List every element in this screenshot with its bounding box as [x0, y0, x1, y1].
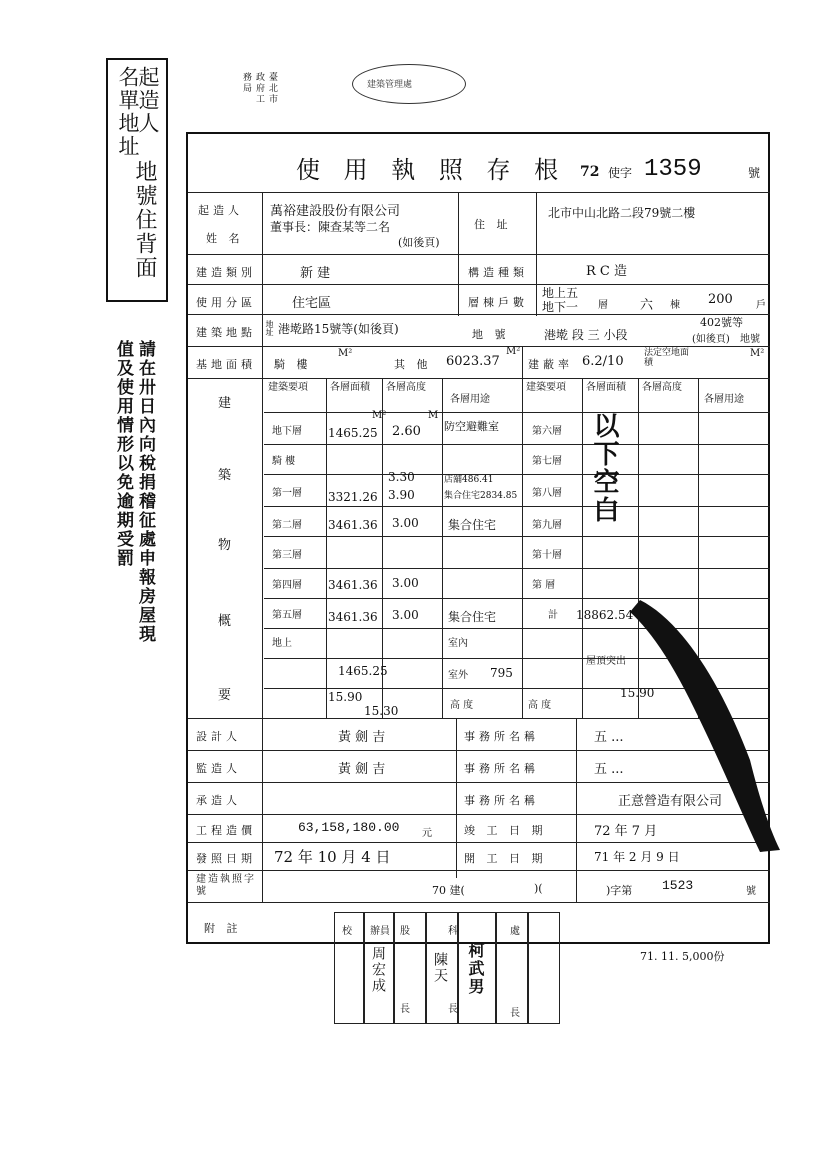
floors-below: 地下一: [542, 300, 579, 314]
issue-value: 72 年 10 月 4 日: [274, 848, 391, 866]
f10-label: 第十層: [532, 550, 562, 561]
sig-label-5: 科: [448, 926, 458, 937]
height-value3: 15.90: [620, 686, 655, 700]
arcade-unit: M²: [338, 348, 353, 359]
f6-label: 第六層: [532, 426, 562, 437]
sig-label-6: 長: [448, 1004, 458, 1015]
f7-label: 第七層: [532, 456, 562, 467]
side-note-col2: 名單地址: [116, 66, 140, 158]
open-area-label: 法定空地面積: [644, 348, 690, 368]
floors-unit2: 棟: [670, 300, 680, 311]
cost-label: 工程造價: [196, 824, 256, 837]
f5-height: 3.00: [392, 608, 419, 622]
lot-label: 地 號: [472, 328, 510, 341]
f1-use-a: 店舖486.41: [444, 475, 494, 485]
b1-area-unit: M²: [372, 410, 387, 421]
col-item-left: 建築要項: [268, 382, 308, 393]
serial-year: 72: [580, 164, 600, 180]
b1-height-unit: M: [428, 410, 439, 421]
start-label: 開 工 日 期: [464, 852, 547, 865]
f8-label: 第八層: [532, 488, 562, 499]
other-unit: M²: [506, 346, 521, 357]
stamp-oval: [352, 64, 466, 104]
f2-label: 第二層: [272, 520, 302, 531]
tax-note: 請在卅日內向稅捐稽征處申報房屋現值及使用情形以免逾期受罰: [113, 340, 155, 644]
f3-label: 第三層: [272, 550, 302, 561]
age-value: 6.2/10: [582, 354, 624, 369]
permit-suffix: 號: [746, 886, 756, 897]
floors-units: 200: [708, 292, 733, 307]
completion-value: 72 年 7 月: [594, 824, 658, 839]
sig-label-3: 股: [400, 926, 410, 937]
build-type-label: 建造類別: [196, 266, 256, 279]
sig-label-7: 處: [510, 926, 520, 937]
f4-label: 第四層: [272, 580, 302, 591]
site-label: 建築地點: [196, 326, 256, 339]
serial-prefix: 使字: [608, 166, 633, 180]
arcade-label: 騎 樓: [274, 358, 312, 371]
f1-area: 3321.26: [328, 490, 378, 504]
outdoor-value: 795: [490, 666, 513, 680]
supervisor-label: 監造人: [196, 762, 241, 775]
ink-smear: [620, 560, 790, 860]
designer-name: 黃 劍 吉: [338, 730, 386, 745]
height-label-left: 高 度: [450, 700, 474, 711]
above-area: 1465.25: [338, 664, 388, 678]
col-height-left: 各層高度: [386, 382, 426, 393]
building-char-2: 築: [218, 468, 232, 483]
outdoor-label: 室外: [448, 670, 468, 681]
designer-firm: 五 ...: [594, 730, 624, 745]
designer-label: 設計人: [196, 730, 241, 743]
f4-area: 3461.36: [328, 578, 378, 592]
floors-unit1: 層: [598, 300, 608, 311]
base-area-label: 基地面積: [196, 358, 256, 371]
supervisor-firm-label: 事務所名稱: [464, 762, 539, 775]
lot-suffix: 地號: [740, 334, 760, 345]
serial-number: 1359: [644, 156, 702, 183]
col-height-right: 各層高度: [642, 382, 682, 393]
address-label: 住 址: [474, 218, 512, 231]
owner-label-2: 姓 名: [206, 232, 244, 245]
sig-label-2: 辦員: [370, 926, 390, 937]
permit-mid: )(: [534, 882, 543, 895]
build-type-value: 新 建: [300, 266, 331, 281]
col-item-right: 建築要項: [526, 382, 566, 393]
building-char-5: 要: [218, 688, 232, 703]
height-label-right: 高 度: [528, 700, 552, 711]
floors-above: 地上五: [542, 286, 579, 300]
handwritten-blank-note: 以下空白: [589, 412, 619, 524]
owner-line3: (如後頁): [398, 236, 440, 249]
col-area-left: 各層面積: [330, 382, 370, 393]
permit-number: 1523: [662, 878, 694, 893]
height-value2: 15.30: [364, 704, 399, 718]
permit-mid2: )字第: [606, 884, 633, 897]
owner-label-1: 起造人: [198, 204, 243, 217]
arcade-row-label: 騎 樓: [272, 456, 296, 467]
f2-height: 3.00: [392, 516, 419, 530]
permit-label: 建造執照字號: [196, 874, 256, 897]
side-note-col3: 地號住背面: [132, 160, 157, 280]
f1-height-b: 3.90: [388, 488, 415, 502]
issue-label: 發照日期: [196, 852, 256, 865]
f1-height-a: 3.30: [388, 470, 415, 484]
address-value: 北市中山北路二段79號二樓: [548, 206, 696, 220]
form-title: 使 用 執 照 存 根: [296, 156, 567, 184]
serial-suffix: 號: [748, 166, 761, 180]
start-value: 71 年 2 月 9 日: [594, 850, 680, 864]
f9-label: 第九層: [532, 520, 562, 531]
total-area: 18862.54: [576, 608, 634, 622]
sig-chief: 陳天: [432, 952, 448, 984]
use-zone-label: 使用分區: [196, 296, 256, 309]
sig-section: 柯武男: [466, 942, 485, 996]
cost-value: 63,158,180.00: [298, 820, 400, 835]
lot-no: 402號等: [700, 316, 743, 329]
f1-label: 第一層: [272, 488, 302, 499]
owner-line2: 董事長：陳查某等二名: [270, 220, 391, 234]
col-use-left: 各層用途: [450, 394, 490, 405]
building-char-4: 概: [218, 614, 232, 629]
stamp-right: 建築管理處: [367, 80, 413, 90]
site-value: 港墘路15號等(如後頁): [278, 322, 399, 336]
floors-label: 層棟戶數: [468, 296, 528, 309]
f5-use: 集合住宅: [448, 610, 497, 624]
site-sublabel: 地址: [265, 320, 274, 336]
owner-line1: 萬裕建設股份有限公司: [270, 204, 401, 219]
b1-height: 2.60: [392, 424, 421, 439]
print-info: 71. 11. 5,000份: [640, 950, 725, 963]
f4-height: 3.00: [392, 576, 419, 590]
other-label: 其 他: [394, 358, 432, 371]
f1-use-b: 集合住宅2834.85: [444, 491, 518, 501]
col-use-right: 各層用途: [704, 394, 744, 405]
total-label: 計: [548, 610, 558, 621]
side-note-box: [106, 58, 168, 302]
contractor-firm: 正意營造有限公司: [618, 794, 723, 809]
roof-label: 屋頂突出: [586, 656, 626, 667]
contractor-label: 承造人: [196, 794, 241, 807]
structure-value: R C 造: [586, 264, 627, 279]
lot-area: 港墘 段 三 小段: [544, 328, 628, 342]
building-char-3: 物: [218, 538, 232, 553]
sig-label-1: 校: [342, 926, 352, 937]
other-value: 6023.37: [446, 354, 500, 369]
f5-area: 3461.36: [328, 610, 378, 624]
sig-clerk: 周宏成: [370, 946, 386, 994]
remarks-label: 附 註: [204, 922, 242, 935]
use-zone-value: 住宅區: [292, 296, 332, 311]
height-value: 15.90: [328, 690, 363, 704]
fx-label: 第 層: [532, 580, 556, 591]
floors-blocks: 六: [640, 298, 654, 313]
indoor-label: 室內: [448, 638, 468, 649]
open-area-unit: M²: [750, 348, 765, 359]
lot-no2: (如後頁): [692, 334, 730, 345]
stamp-left: 臺北市政府工務局: [241, 72, 277, 105]
floors-unit3: 戶: [756, 300, 766, 311]
supervisor-name: 黃 劍 吉: [338, 762, 386, 777]
b1-label: 地下層: [272, 426, 302, 437]
contractor-firm-label: 事務所名稱: [464, 794, 539, 807]
designer-firm-label: 事務所名稱: [464, 730, 539, 743]
sig-label-4: 長: [400, 1004, 410, 1015]
permit-prefix: 70 建(: [432, 884, 465, 897]
col-area-right: 各層面積: [586, 382, 626, 393]
side-note-col1: 起造人: [136, 66, 160, 135]
f2-area: 3461.36: [328, 518, 378, 532]
structure-label: 構造種類: [468, 266, 528, 279]
cost-unit: 元: [422, 828, 432, 839]
f5-label: 第五層: [272, 610, 302, 621]
supervisor-firm: 五 ...: [594, 762, 624, 777]
completion-label: 竣 工 日 期: [464, 824, 547, 837]
f2-use: 集合住宅: [448, 518, 497, 532]
above-label: 地上: [272, 638, 292, 649]
age-label: 建蔽率: [528, 358, 573, 371]
b1-use: 防空避難室: [444, 420, 499, 433]
b1-area: 1465.25: [328, 426, 378, 440]
building-char-1: 建: [218, 396, 232, 411]
signature-area: [334, 912, 560, 1022]
sig-label-8: 長: [510, 1008, 520, 1019]
